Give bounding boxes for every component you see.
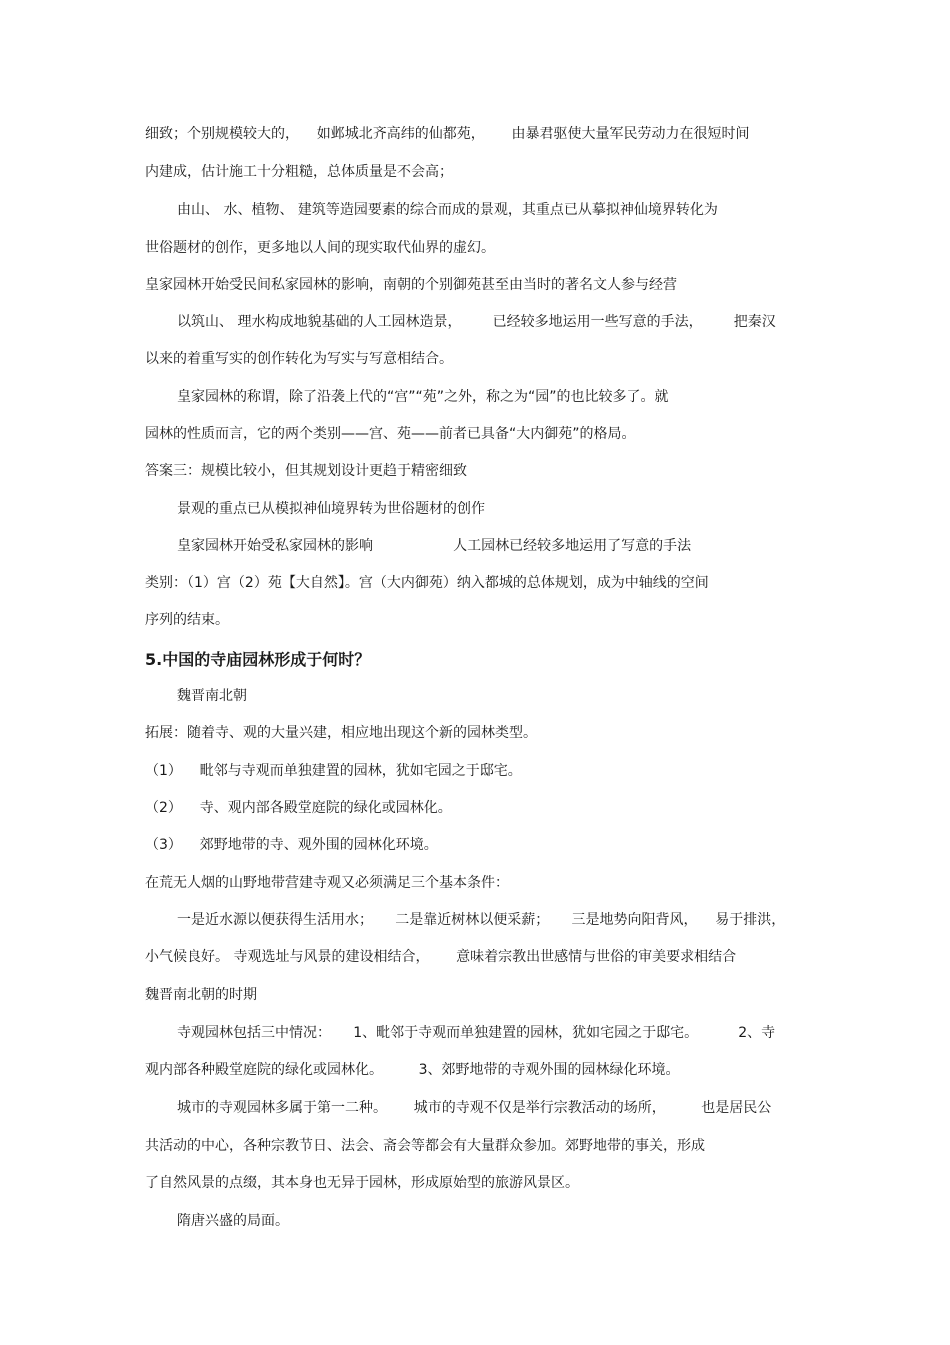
- text-line: 内建成，估计施工十分粗糙，总体质量是不会高；: [145, 164, 453, 180]
- text-line: 皇家园林的称谓，除了沿袭上代的“宫”“苑”之外，称之为“园”的也比较多了。就: [177, 389, 669, 405]
- text-line: 了自然风景的点缀，其本身也无异于园林，形成原始型的旅游风景区。: [145, 1175, 579, 1191]
- text-line: 皇家园林开始受民间私家园林的影响，南朝的个别御苑甚至由当时的著名文人参与经营: [145, 277, 677, 293]
- text-line: 细致；个别规模较大的， 如邺城北齐高纬的仙都苑， 由暴君驱使大量军民劳动力在很短时间: [145, 126, 750, 142]
- text-line: 在荒无人烟的山野地带营建寺观又必须满足三个基本条件：: [145, 875, 509, 891]
- text-line: 观内部各种殿堂庭院的绿化或园林化。 3、郊野地带的寺观外围的园林绿化环境。: [145, 1062, 680, 1078]
- section-heading: 5.中国的寺庙园林形成于何时？: [145, 650, 371, 669]
- text-line: 以筑山、 理水构成地貌基础的人工园林造景， 已经较多地运用一些写意的手法， 把秦汉: [177, 314, 776, 330]
- text-line: 类别：（1）宫（2）苑【大自然】。宫（大内御苑）纳入都城的总体规划，成为中轴线的空间: [145, 575, 709, 591]
- text-line: 一是近水源以便获得生活用水； 二是靠近树林以便采薪； 三是地势向阳背风， 易于排洪，: [177, 912, 786, 928]
- text-line: 序列的结束。: [145, 612, 229, 628]
- list-item: （2） 寺、观内部各殿堂庭院的绿化或园林化。: [145, 800, 452, 816]
- text-line: 寺观园林包括三中情况： 1、毗邻于寺观而单独建置的园林，犹如宅园之于邸宅。 2、寺: [177, 1025, 776, 1041]
- text-line: 魏晋南北朝的时期: [145, 987, 257, 1003]
- text-line: 园林的性质而言，它的两个类别——宫、苑——前者已具备“大内御苑”的格局。: [145, 426, 636, 442]
- text-line: 景观的重点已从模拟神仙境界转为世俗题材的创作: [177, 501, 485, 517]
- text-line: 世俗题材的创作，更多地以人间的现实取代仙界的虚幻。: [145, 240, 495, 256]
- text-line: 由山、 水、植物、 建筑等造园要素的综合而成的景观，其重点已从摹拟神仙境界转化为: [177, 202, 718, 218]
- text-line: 共活动的中心，各种宗教节日、法会、斋会等都会有大量群众参加。郊野地带的事关，形成: [145, 1138, 705, 1154]
- text-line: 隋唐兴盛的局面。: [177, 1213, 289, 1229]
- list-item: （3） 郊野地带的寺、观外围的园林化环境。: [145, 837, 438, 853]
- text-line: 皇家园林开始受私家园林的影响 人工园林已经较多地运用了写意的手法: [177, 538, 692, 554]
- text-line: 魏晋南北朝: [177, 688, 247, 704]
- text-line: 拓展：随着寺、观的大量兴建，相应地出现这个新的园林类型。: [145, 725, 537, 741]
- text-line: 答案三：规模比较小，但其规划设计更趋于精密细致: [145, 463, 467, 479]
- text-line: 小气候良好。 寺观选址与风景的建设相结合， 意味着宗教出世感情与世俗的审美要求相结合: [145, 949, 737, 965]
- text-line: 以来的着重写实的创作转化为写实与写意相结合。: [145, 351, 453, 367]
- list-item: （1） 毗邻与寺观而单独建置的园林，犹如宅园之于邸宅。: [145, 763, 522, 779]
- text-line: 城市的寺观园林多属于第一二种。 城市的寺观不仅是举行宗教活动的场所， 也是居民公: [177, 1100, 772, 1116]
